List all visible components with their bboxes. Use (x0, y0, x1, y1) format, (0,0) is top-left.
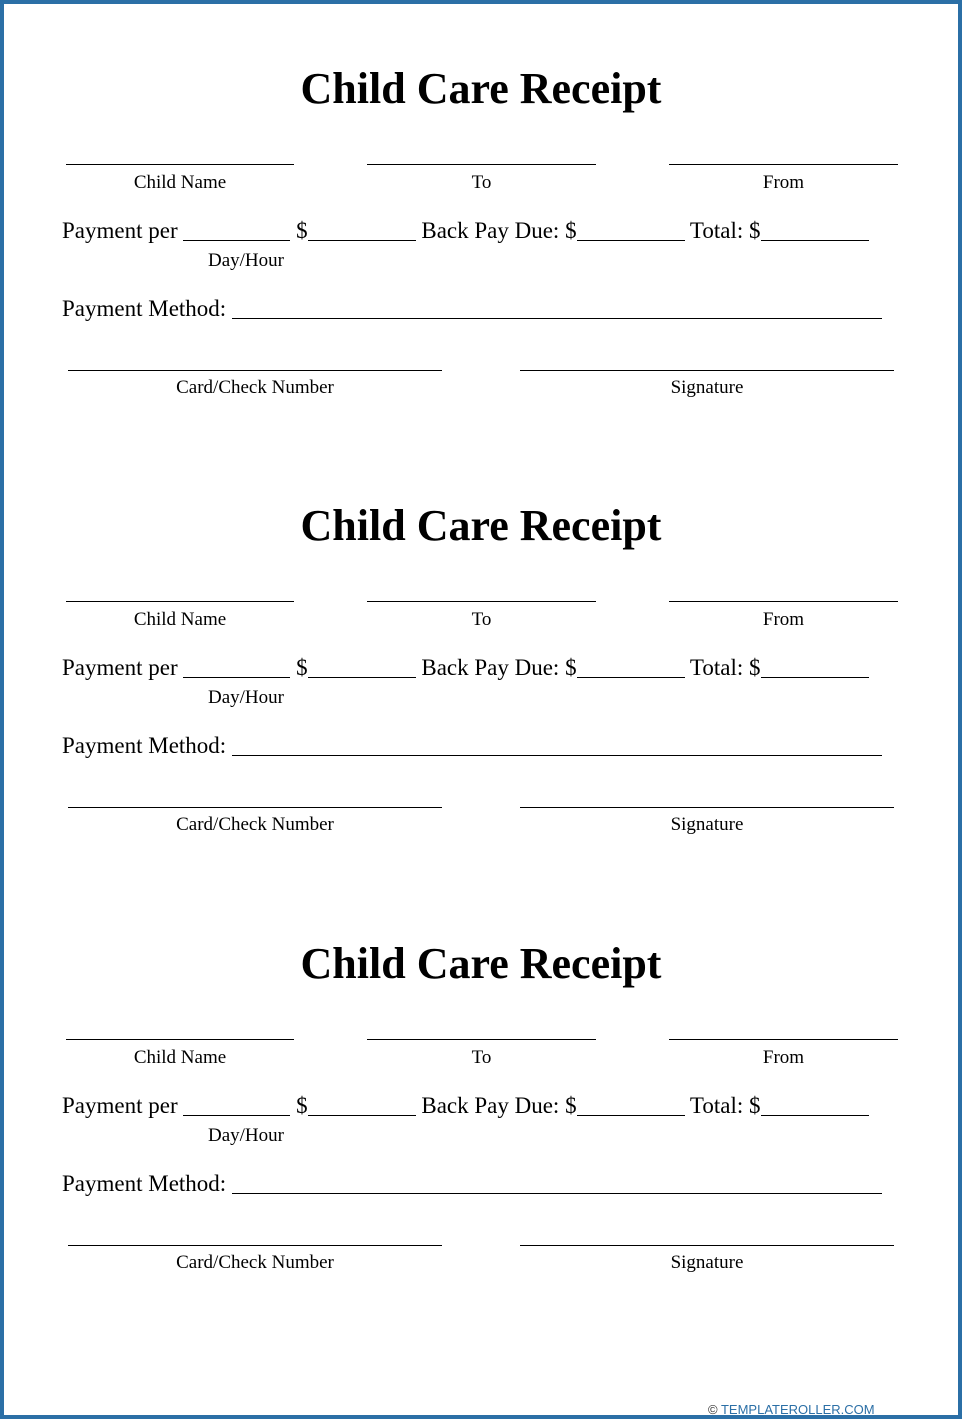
from-date-field[interactable] (669, 1039, 898, 1040)
receipt-title: Child Care Receipt (300, 939, 662, 988)
signature-label: Signature (670, 377, 744, 398)
payment-method-label: Payment Method: (62, 1171, 227, 1196)
card-check-number-field[interactable] (68, 370, 442, 371)
child-care-receipt (0, 875, 962, 1312)
child-name-label: Child Name (133, 172, 227, 193)
payment-per-label: Payment per (62, 655, 178, 680)
child-care-receipt (0, 437, 962, 874)
from-label: From (762, 172, 805, 193)
child-name-field[interactable] (66, 1039, 294, 1040)
back-pay-due-label: Back Pay Due: $ (421, 1093, 577, 1118)
to-label: To (471, 609, 492, 630)
day-hour-label: Day/Hour (208, 1125, 284, 1146)
signature-field[interactable] (520, 370, 894, 371)
payment-per-field[interactable] (183, 657, 290, 678)
payment-row (62, 654, 869, 682)
to-date-field[interactable] (367, 1039, 596, 1040)
card-check-number-label: Card/Check Number (176, 814, 334, 835)
to-date-field[interactable] (367, 164, 596, 165)
payment-method-field[interactable] (232, 298, 882, 319)
signature-label: Signature (670, 814, 744, 835)
amount-field[interactable] (308, 220, 416, 241)
total-field[interactable] (761, 657, 869, 678)
payment-row (62, 217, 869, 245)
receipt-title: Child Care Receipt (300, 64, 662, 113)
amount-field[interactable] (308, 1095, 416, 1116)
payment-method-row (62, 1170, 882, 1198)
payment-method-row (62, 295, 882, 323)
back-pay-due-field[interactable] (577, 220, 685, 241)
dollar-sign-label: $ (296, 1093, 308, 1118)
child-name-label: Child Name (133, 1047, 227, 1068)
payment-row (62, 1092, 869, 1120)
dollar-sign-label: $ (296, 655, 308, 680)
card-check-number-label: Card/Check Number (176, 1252, 334, 1273)
from-label: From (762, 1047, 805, 1068)
card-check-number-label: Card/Check Number (176, 377, 334, 398)
receipt-title: Child Care Receipt (300, 501, 662, 550)
payment-method-field[interactable] (232, 1173, 882, 1194)
dollar-sign-label: $ (296, 218, 308, 243)
day-hour-label: Day/Hour (208, 250, 284, 271)
total-label: Total: $ (689, 655, 761, 680)
child-name-field[interactable] (66, 164, 294, 165)
from-label: From (762, 609, 805, 630)
payment-method-field[interactable] (232, 735, 882, 756)
from-date-field[interactable] (669, 601, 898, 602)
total-label: Total: $ (689, 1093, 761, 1118)
card-check-number-field[interactable] (68, 1245, 442, 1246)
payment-per-field[interactable] (183, 220, 290, 241)
signature-field[interactable] (520, 807, 894, 808)
footer-link[interactable]: TEMPLATEROLLER.COM (720, 1402, 875, 1417)
payment-per-label: Payment per (62, 1093, 178, 1118)
to-label: To (471, 172, 492, 193)
payment-method-label: Payment Method: (62, 296, 227, 321)
back-pay-due-label: Back Pay Due: $ (421, 655, 577, 680)
signature-label: Signature (670, 1252, 744, 1273)
amount-field[interactable] (308, 657, 416, 678)
back-pay-due-label: Back Pay Due: $ (421, 218, 577, 243)
total-label: Total: $ (689, 218, 761, 243)
from-date-field[interactable] (669, 164, 898, 165)
to-date-field[interactable] (367, 601, 596, 602)
footer-credit[interactable] (708, 1402, 875, 1418)
payment-per-label: Payment per (62, 218, 178, 243)
total-field[interactable] (761, 1095, 869, 1116)
card-check-number-field[interactable] (68, 807, 442, 808)
back-pay-due-field[interactable] (577, 1095, 685, 1116)
payment-method-row (62, 732, 882, 760)
signature-field[interactable] (520, 1245, 894, 1246)
child-name-field[interactable] (66, 601, 294, 602)
total-field[interactable] (761, 220, 869, 241)
copyright-symbol: © (708, 1402, 718, 1417)
payment-per-field[interactable] (183, 1095, 290, 1116)
child-name-label: Child Name (133, 609, 227, 630)
back-pay-due-field[interactable] (577, 657, 685, 678)
child-care-receipt (0, 0, 962, 437)
payment-method-label: Payment Method: (62, 733, 227, 758)
to-label: To (471, 1047, 492, 1068)
day-hour-label: Day/Hour (208, 687, 284, 708)
